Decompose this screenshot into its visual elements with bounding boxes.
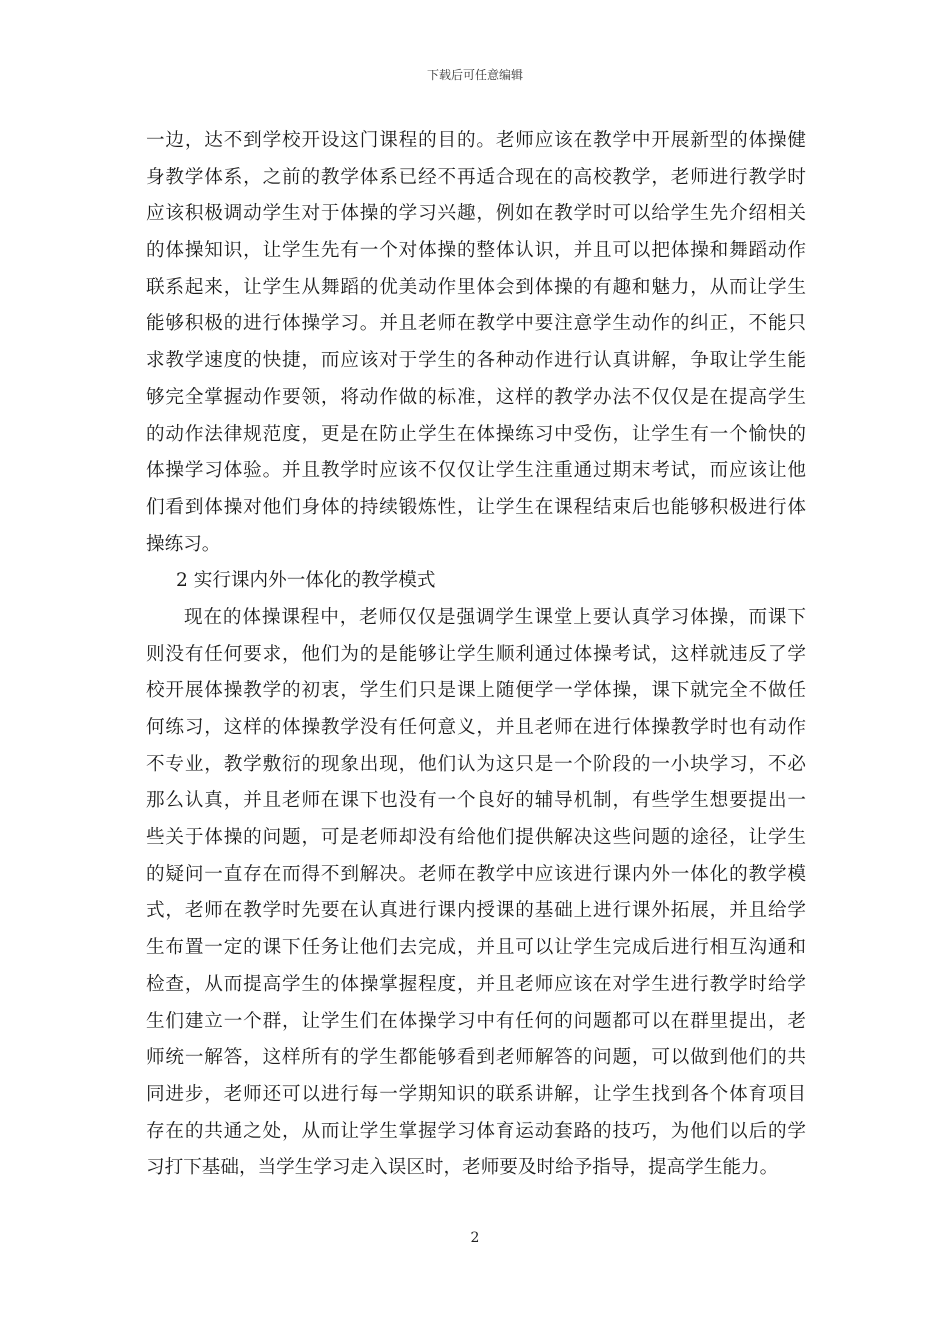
paragraph-line: 的疑问一直存在而得不到解决。老师在教学中应该进行课内外一体化的教学模 [146,863,806,885]
paragraph-line: 些关于体操的问题，可是老师却没有给他们提供解决这些问题的途径，让学生 [146,827,806,849]
paragraph-line: 求教学速度的快捷，而应该对于学生的各种动作进行认真讲解，争取让学生能 [146,350,806,372]
paragraph-line: 应该积极调动学生对于体操的学习兴趣，例如在教学时可以给学生先介绍相关 [146,203,806,225]
paragraph-line: 那么认真，并且老师在课下也没有一个良好的辅导机制，有些学生想要提出一 [146,790,806,812]
paragraph-line: 体操学习体验。并且教学时应该不仅仅让学生注重通过期末考试，而应该让他 [146,460,806,482]
paragraph-line: 操练习。 [146,533,221,555]
paragraph-line: 的动作法律规范度，更是在防止学生在体操练习中受伤，让学生有一个愉快的 [146,423,806,445]
paragraph-line: 习打下基础，当学生学习走入误区时，老师要及时给予指导，提高学生能力。 [146,1157,779,1179]
paragraph-line: 不专业，教学敷衍的现象出现，他们认为这只是一个阶段的一小块学习，不必 [146,753,806,775]
paragraph-line: 同进步，老师还可以进行每一学期知识的联系讲解，让学生找到各个体育项目 [146,1083,806,1105]
paragraph-line: 师统一解答，这样所有的学生都能够看到老师解答的问题，可以做到他们的共 [146,1047,806,1069]
paragraph-line: 生布置一定的课下任务让他们去完成，并且可以让学生完成后进行相互沟通和 [146,937,806,959]
paragraph-line: 联系起来，让学生从舞蹈的优美动作里体会到体操的有趣和魅力，从而让学生 [146,276,806,298]
paragraph-line: 一边，达不到学校开设这门课程的目的。老师应该在教学中开展新型的体操健 [146,130,806,151]
paragraph-line: 何练习，这样的体操教学没有任何意义，并且老师在进行体操教学时也有动作 [146,717,806,738]
paragraph-line: 现在的体操课程中，老师仅仅是强调学生课堂上要认真学习体操，而课下 [184,606,806,628]
page-number: 2 [470,1230,480,1246]
paragraph-line: 们看到体操对他们身体的持续锻炼性，让学生在课程结束后也能够积极进行体 [146,496,806,518]
paragraph-2 [146,600,806,1187]
section-heading: 2 实行课内外一体化的教学模式 [176,570,436,592]
body-text [146,123,806,1187]
paragraph-line: 身教学体系，之前的教学体系已经不再适合现在的高校教学，老师进行教学时 [146,166,806,188]
page-header: 下载后可任意编辑 [426,68,523,82]
paragraph-line: 检查，从而提高学生的体操掌握程度，并且老师应该在对学生进行教学时给学 [146,973,806,995]
paragraph-line: 则没有任何要求，他们为的是能够让学生顺利通过体操考试，这样就违反了学 [146,643,806,665]
paragraph-line: 式，老师在教学时先要在认真进行课内授课的基础上进行课外拓展，并且给学 [146,900,806,922]
paragraph-line: 的体操知识，让学生先有一个对体操的整体认识，并且可以把体操和舞蹈动作 [146,240,806,262]
paragraph-line: 生们建立一个群，让学生们在体操学习中有任何的问题都可以在群里提出，老 [146,1010,806,1032]
paragraph-line: 校开展体操教学的初衷，学生们只是课上随便学一学体操，课下就完全不做任 [146,680,806,702]
paragraph-line: 存在的共通之处，从而让学生掌握学习体育运动套路的技巧，为他们以后的学 [146,1120,806,1142]
paragraph-1 [146,123,806,563]
paragraph-line: 能够积极的进行体操学习。并且老师在教学中要注意学生动作的纠正，不能只 [146,313,806,335]
paragraph-line: 够完全掌握动作要领，将动作做的标准，这样的教学办法不仅仅是在提高学生 [146,386,806,408]
